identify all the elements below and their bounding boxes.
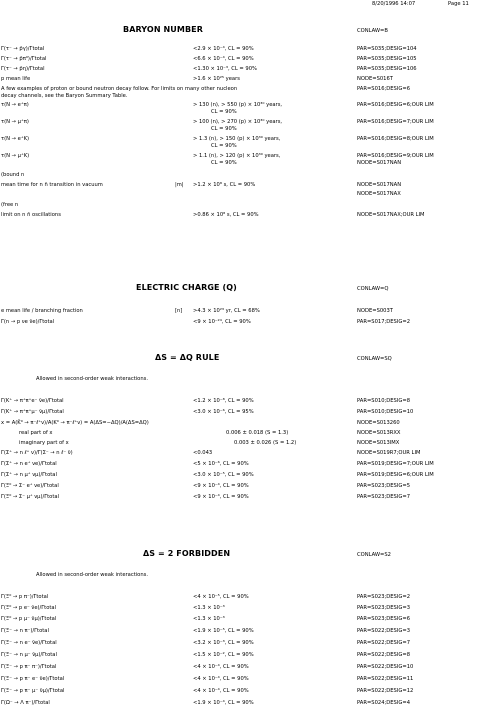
row-description: Γ(Ξ⁰ → p π⁻)/Γtotal: [1, 594, 49, 600]
section-title-delta-s-delta-q: ΔS = ΔQ RULE: [155, 353, 220, 362]
row-symbol: [n]: [175, 308, 183, 314]
row-value: 0.003 ± 0.026 (S = 1.2): [234, 440, 297, 446]
row-value: <3.0 × 10⁻⁶, CL = 95%: [193, 409, 254, 415]
row-value: <4 × 10⁻⁴, CL = 90%: [193, 664, 249, 670]
row-description: imaginary part of x: [19, 440, 69, 446]
row-value: <4 × 10⁻⁵, CL = 90%: [193, 594, 249, 600]
row-code: PAR=S035;DESIG=106: [357, 66, 417, 72]
row-description: Γ(τ⁻ → p̄γ)/Γtotal: [1, 46, 45, 52]
row-code: PAR=S017;DESIG=2: [357, 319, 410, 325]
row-description: e mean life / branching fraction: [1, 308, 83, 314]
row-value: <1.2 × 10⁻⁸, CL = 90%: [193, 398, 254, 404]
row-description: Γ(Σ⁺ → n ℓ⁺ ν)/Γ(Σ⁻ → n ℓ⁻ ν̄): [1, 450, 73, 456]
row-description: Γ(Ξ⁻ → n e⁻ ν̄e)/Γtotal: [1, 640, 57, 646]
row-value: <1.30 × 10⁻³, CL = 90%: [193, 66, 257, 72]
row-description: τ(N → μ⁺K): [1, 153, 30, 159]
row-code: PAR=S016;DESIG=6: [357, 86, 410, 92]
row-value: >0.86 × 10⁸ s, CL = 90%: [193, 212, 259, 218]
row-description: τ(N → e⁺π): [1, 102, 29, 108]
row-description: A few examples of proton or bound neutron decay follow. For limits on many other nucleon: [1, 86, 238, 92]
row-value: <9 × 10⁻⁴, CL = 90%: [193, 483, 249, 489]
row-value: <4 × 10⁻⁴, CL = 90%: [193, 688, 249, 694]
row-description: p mean life: [1, 76, 31, 82]
header-page-number: Page 11: [448, 1, 469, 7]
row-code: PAR=S023;DESIG=3: [357, 605, 410, 611]
row-description: Γ(Ξ⁻ → n π⁻)/Γtotal: [1, 628, 49, 634]
row-value: <5 × 10⁻⁶, CL = 90%: [193, 461, 249, 467]
row-value: <3.0 × 10⁻⁵, CL = 90%: [193, 472, 254, 478]
row-code: PAR=S022;DESIG=7: [357, 640, 410, 646]
section-title-electric-charge: ELECTRIC CHARGE (Q): [136, 283, 237, 292]
row-code: PAR=S019;DESIG=7;OUR LIM: [357, 461, 434, 467]
row-code: PAR=S023;DESIG=7: [357, 494, 410, 500]
row-description: real part of x: [19, 430, 53, 436]
row-description: Γ(τ⁻ → p̄η)/Γtotal: [1, 66, 45, 72]
row-code: NODE=S013RXX: [357, 430, 401, 436]
row-code: NODE=S013260: [357, 420, 400, 426]
row-description: Γ(Ξ⁻ → p π⁻ μ⁻ ν̄μ)/Γtotal: [1, 688, 65, 694]
row-code: NODE=S003T: [357, 308, 393, 314]
row-description: Γ(Ξ⁰ → Σ⁻ e⁺ νe)/Γtotal: [1, 483, 59, 489]
row-value: <1.3 × 10⁻³: [193, 616, 225, 622]
section-title-delta-s-2: ΔS = 2 FORBIDDEN: [143, 549, 231, 558]
row-code: PAR=S022;DESIG=3: [357, 628, 410, 634]
row-value: <9 × 10⁻⁴, CL = 90%: [193, 494, 249, 500]
row-code-secondary: NODE=S017NAX: [357, 191, 401, 197]
row-description: Γ(τ⁻ → p̄π⁰)/Γtotal: [1, 56, 47, 62]
row-description: mean time for n n̄ transition in vacuum: [1, 182, 103, 188]
row-description: τ(N → e⁺K): [1, 136, 30, 142]
row-description: Γ(K⁺ → π⁺π⁺μ⁻ ν̄μ)/Γtotal: [1, 409, 64, 415]
row-value-cl: CL = 90%: [211, 159, 237, 166]
row-code: NODE=S019R7;OUR LIM: [357, 450, 421, 456]
row-value: > 100 (n), > 270 (p) × 10³⁰ years,: [193, 119, 283, 125]
row-code: PAR=S019;DESIG=6;OUR LIM: [357, 472, 434, 478]
row-code: PAR=S023;DESIG=2: [357, 594, 410, 600]
row-description: Γ(n → p νe ν̄e)/Γtotal: [1, 319, 55, 325]
row-description: Γ(Ξ⁻ → n μ⁻ ν̄μ)/Γtotal: [1, 652, 57, 658]
row-value: <2.9 × 10⁻⁴, CL = 90%: [193, 46, 254, 52]
section-law-baryon: CONLAW=B: [357, 28, 388, 34]
row-code: PAR=S023;DESIG=5: [357, 483, 410, 489]
section-law-electric-charge: CONLAW=Q: [357, 286, 389, 292]
row-description: Γ(Ξ⁰ → p e⁻ ν̄e)/Γtotal: [1, 605, 57, 611]
row-symbol: |m|: [175, 182, 184, 188]
row-code: PAR=S035;DESIG=104: [357, 46, 417, 52]
row-value-cl: CL = 90%: [211, 125, 237, 132]
row-code: PAR=S022;DESIG=10: [357, 664, 414, 670]
row-code: PAR=S024;DESIG=4: [357, 700, 410, 706]
row-code: PAR=S016;DESIG=9;OUR LIM: [357, 153, 434, 159]
row-value: <1.9 × 10⁻⁴, CL = 90%: [193, 700, 254, 706]
row-description: (free n: [1, 202, 19, 208]
row-description: Γ(Σ⁺ → n μ⁺ νμ)/Γtotal: [1, 472, 57, 478]
row-code: NODE=S017NAN: [357, 182, 402, 188]
row-value: >1.6 × 10²⁵ years: [193, 76, 240, 82]
row-value: <0.043: [193, 450, 213, 456]
page-header: [0, 1, 489, 11]
row-value: <1.5 × 10⁻², CL = 90%: [193, 652, 254, 658]
row-description: (bound n: [1, 172, 25, 178]
row-code: PAR=S022;DESIG=8: [357, 652, 410, 658]
row-code: NODE=S016T: [357, 76, 393, 82]
row-code: PAR=S010;DESIG=8: [357, 398, 410, 404]
row-value: <9 × 10⁻²⁴, CL = 90%: [193, 319, 251, 325]
row-value: <6.6 × 10⁻⁴, CL = 90%: [193, 56, 254, 62]
row-description: Γ(Ξ⁰ → Σ⁻ μ⁺ νμ)/Γtotal: [1, 494, 59, 500]
section-note: Allowed in second-order weak interactions.: [36, 572, 148, 578]
section-law-delta-s-delta-q: CONLAW=SQ: [357, 356, 392, 362]
row-code: NODE=S013IMX: [357, 440, 400, 446]
row-value: >4.3 × 10²³ yr, CL = 68%: [193, 308, 260, 314]
row-code-secondary: NODE=S017NAN: [357, 159, 402, 166]
row-description: Γ(Σ⁺ → n e⁺ νe)/Γtotal: [1, 461, 57, 467]
row-value: > 1.1 (n), > 120 (p) × 10³⁰ years,: [193, 153, 281, 159]
row-description: Γ(Ξ⁻ → p π⁻ e⁻ ν̄e)/Γtotal: [1, 676, 65, 682]
row-code: NODE=S017NAX;OUR LIM: [357, 212, 425, 218]
row-value: >1.2 × 10⁸ s, CL = 90%: [193, 182, 256, 188]
row-value: <3.2 × 10⁻³, CL = 90%: [193, 640, 254, 646]
row-value: <1.3 × 10⁻³: [193, 605, 225, 611]
row-description: Γ(K⁺ → π⁺π⁺e⁻ ν̄e)/Γtotal: [1, 398, 64, 404]
row-code: PAR=S022;DESIG=11: [357, 676, 414, 682]
row-code: PAR=S016;DESIG=8;OUR LIM: [357, 136, 434, 142]
row-value-cl: CL = 90%: [211, 142, 237, 149]
section-title-baryon: BARYON NUMBER: [123, 25, 203, 34]
section-law-delta-s-2: CONLAW=S2: [357, 552, 391, 558]
row-description: x = A(K̄⁰ → π⁻ℓ⁺ν)/A(K⁰ → π⁻ℓ⁺ν) = A(ΔS=−ΔQ)/A(ΔS=ΔQ): [1, 420, 149, 426]
row-value: 0.006 ± 0.018 (S = 1.3): [226, 430, 289, 436]
row-value: > 1.3 (n), > 150 (p) × 10³⁰ years,: [193, 136, 281, 142]
row-description: Γ(Ω⁻ → Λ π⁻)/Γtotal: [1, 700, 50, 706]
row-code: PAR=S035;DESIG=105: [357, 56, 417, 62]
row-description-continued: decay channels, see the Baryon Summary Table.: [1, 92, 128, 99]
row-value: <4 × 10⁻⁴, CL = 90%: [193, 676, 249, 682]
row-code: PAR=S022;DESIG=12: [357, 688, 414, 694]
row-code: PAR=S023;DESIG=6: [357, 616, 410, 622]
row-code: PAR=S016;DESIG=6;OUR LIM: [357, 102, 434, 108]
row-description: Γ(Ξ⁰ → p μ⁻ ν̄μ)/Γtotal: [1, 616, 57, 622]
row-description: limit on n n̄ oscillations: [1, 212, 61, 218]
row-value: <1.9 × 10⁻⁵, CL = 90%: [193, 628, 254, 634]
row-description: Γ(Ξ⁻ → p π⁻ π⁻)/Γtotal: [1, 664, 57, 670]
row-value-cl: CL = 90%: [211, 108, 237, 115]
row-code: PAR=S010;DESIG=10: [357, 409, 414, 415]
row-code: PAR=S016;DESIG=7;OUR LIM: [357, 119, 434, 125]
row-description: τ(N → μ⁺π): [1, 119, 29, 125]
header-date: 8/20/1996 14:07: [372, 1, 416, 7]
section-note: Allowed in second-order weak interactions.: [36, 376, 148, 382]
row-value: > 130 (n), > 550 (p) × 10³⁰ years,: [193, 102, 283, 108]
